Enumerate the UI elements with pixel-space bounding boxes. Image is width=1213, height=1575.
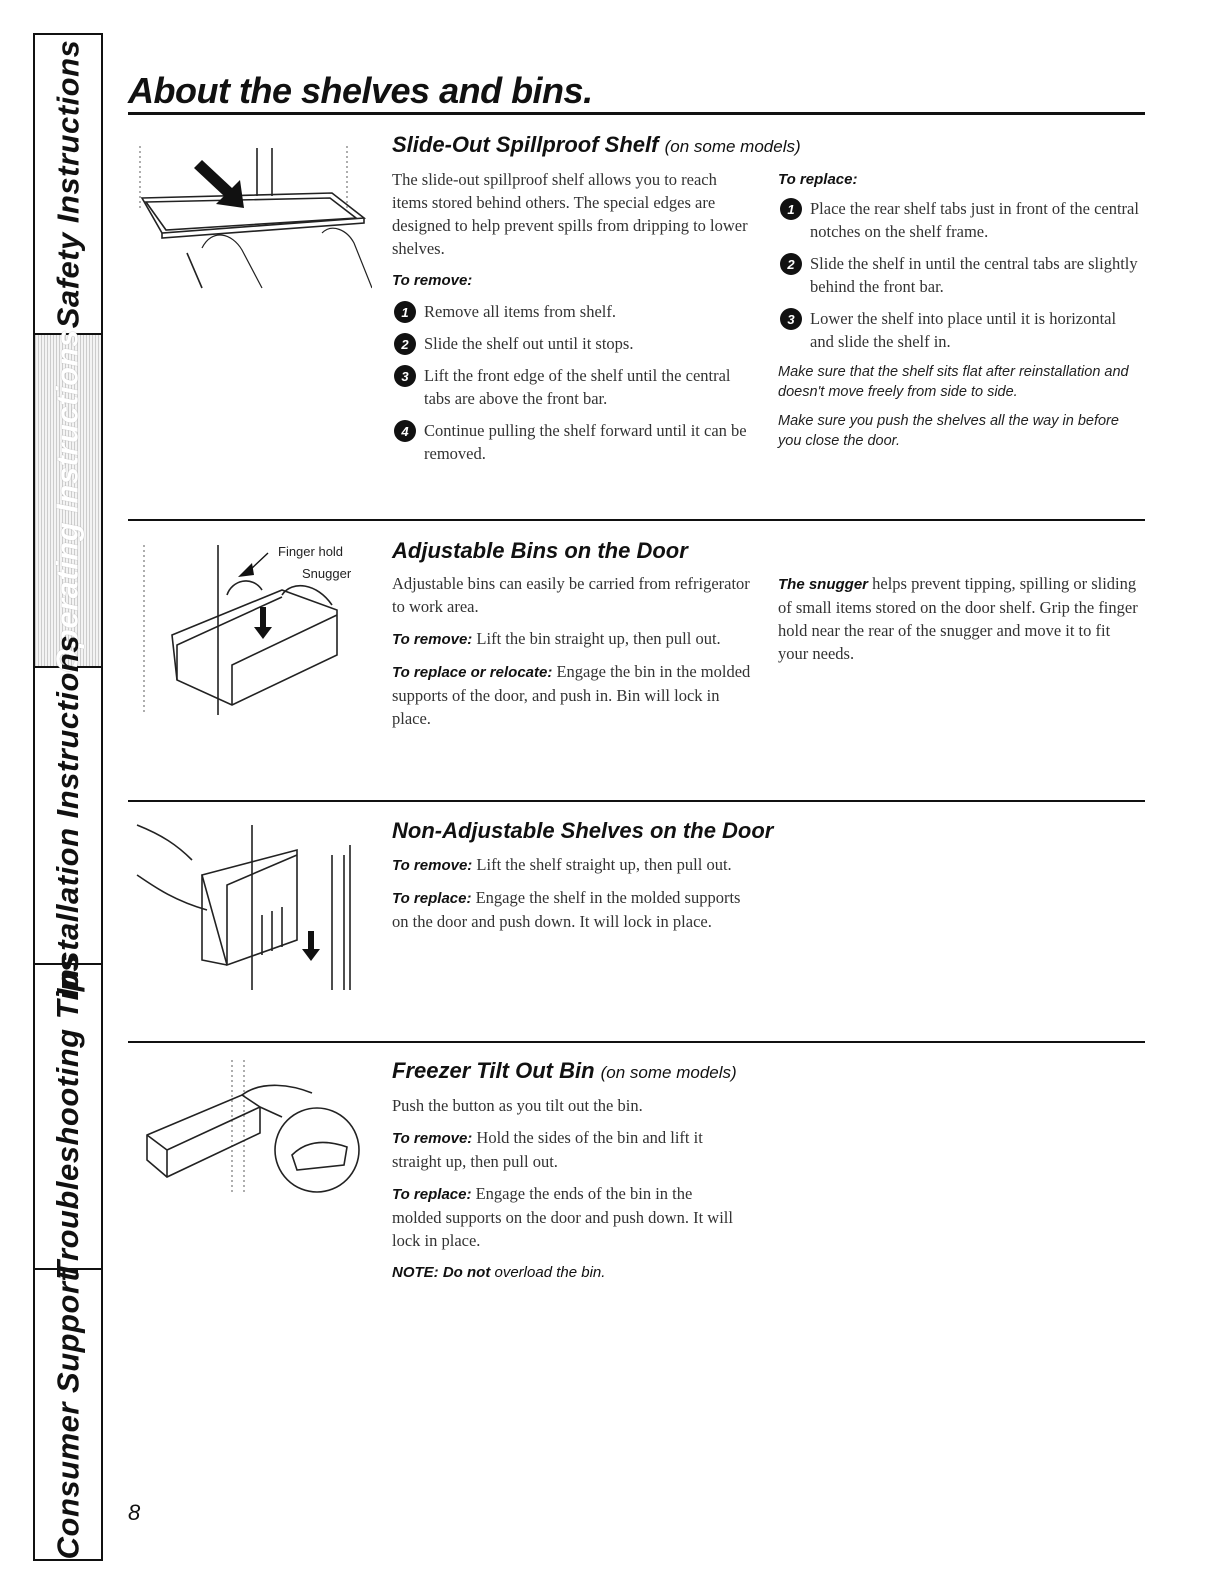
freezer-remove-label: To remove: <box>392 1130 473 1147</box>
nonadjustable-remove-text: Lift the shelf straight up, then pull out. <box>476 855 732 874</box>
callout-finger-hold: Finger hold <box>278 544 344 559</box>
tab-label: Operating Instructions <box>50 328 86 673</box>
tab-label: Safety Instructions <box>50 39 85 329</box>
freezer-note-text: overload the bin. <box>494 1264 606 1281</box>
step-number-badge: 1 <box>780 198 802 220</box>
nonadjustable-remove-label: To remove: <box>392 857 473 874</box>
adjustable-remove <box>392 627 757 651</box>
freezer-intro: Push the button as you tilt out the bin. <box>392 1096 643 1115</box>
freezer-replace-label: To replace: <box>392 1186 472 1203</box>
adjustable-replace-text: Engage the bin in the molded supports of the door, and push in. Bin will lock in place. <box>392 662 751 728</box>
page-number: 8 <box>128 1500 141 1525</box>
replace-step-3 <box>778 307 1143 353</box>
title-rule <box>128 112 1145 115</box>
callout-snugger: Snugger <box>302 566 352 581</box>
spillproof-heading <box>392 132 801 158</box>
freezer-replace-text: Engage the ends of the bin in the molded supports on the door and push down. It will lock in place. <box>392 1184 733 1250</box>
step-number-badge: 1 <box>394 301 416 323</box>
adjustable-heading: Adjustable Bins on the Door <box>392 538 688 563</box>
remove-step-2 <box>392 332 752 355</box>
remove-step-3 <box>392 364 752 410</box>
remove-step-4 <box>392 419 752 465</box>
spillproof-heading-sub: (on some models) <box>664 137 801 156</box>
nonadjustable-replace <box>392 886 757 933</box>
nonadjustable-shelf-illustration <box>132 815 372 995</box>
step-text: Slide the shelf in until the central tabs are slightly behind the front bar. <box>810 254 1138 296</box>
tab-label: Installation Instructions <box>50 634 85 997</box>
section-divider <box>128 800 1145 802</box>
snugger-label: The snugger <box>778 576 869 593</box>
freezer-tilt-bin-illustration <box>132 1055 372 1205</box>
spillproof-left-column <box>392 168 752 474</box>
nonadjustable-replace-text: Engage the shelf in the molded supports on the door and push down. It will lock in place. <box>392 888 741 931</box>
step-number-badge: 3 <box>780 308 802 330</box>
freezer-replace <box>392 1182 737 1252</box>
freezer-remove <box>392 1126 737 1173</box>
freezer-heading-sub: (on some models) <box>600 1063 737 1082</box>
section-divider <box>128 519 1145 521</box>
spillproof-note-flat: Make sure that the shelf sits flat after reinstallation and doesn't move freely from side to side. <box>778 364 1129 400</box>
tab-label: Troubleshooting Tips <box>50 953 85 1280</box>
step-text: Lower the shelf into place until it is horizontal and slide the shelf in. <box>810 309 1117 351</box>
spillproof-shelf-illustration <box>132 138 372 298</box>
tab-consumer-support[interactable] <box>35 1270 101 1559</box>
remove-step-1 <box>392 300 752 323</box>
adjustable-bin-illustration <box>132 535 372 725</box>
nonadjustable-replace-label: To replace: <box>392 890 472 907</box>
step-number-badge: 2 <box>394 333 416 355</box>
tab-operating-instructions[interactable] <box>35 328 101 673</box>
step-number-badge: 3 <box>394 365 416 387</box>
replace-step-1 <box>778 197 1143 243</box>
tab-safety-instructions[interactable] <box>35 35 101 335</box>
spillproof-replace-label: To replace: <box>778 171 858 188</box>
section-sidebar <box>33 33 103 1561</box>
freezer-heading <box>392 1058 737 1084</box>
adjustable-replace <box>392 660 757 730</box>
freezer-remove-text: Hold the sides of the bin and lift it straight up, then pull out. <box>392 1128 703 1171</box>
replace-step-2 <box>778 252 1143 298</box>
adjustable-remove-label: To remove: <box>392 631 473 648</box>
tab-label: Consumer Support <box>50 1270 86 1559</box>
freezer-note <box>392 1261 737 1284</box>
freezer-heading-text: Freezer Tilt Out Bin <box>392 1058 595 1083</box>
snugger-text: helps prevent tipping, spilling or sliding of small items stored on the door shelf. Grip the finger hold near the rear of the snugger and move it to fit your needs. <box>778 574 1138 663</box>
spillproof-right-column <box>778 168 1143 460</box>
spillproof-intro: The slide-out spillproof shelf allows you to reach items stored behind others. The special edges are designed to help prevent spills from dripping to lower shelves. <box>392 170 748 258</box>
tab-installation-instructions[interactable] <box>35 634 101 997</box>
adjustable-intro: Adjustable bins can easily be carried from refrigerator to work area. <box>392 574 750 616</box>
freezer-text <box>392 1094 737 1293</box>
step-text: Lift the front edge of the shelf until the central tabs are above the front bar. <box>424 366 731 408</box>
tab-troubleshooting-tips[interactable] <box>35 953 101 1280</box>
spillproof-remove-label: To remove: <box>392 272 473 289</box>
adjustable-replace-label: To replace or relocate: <box>392 664 553 681</box>
spillproof-heading-text: Slide-Out Spillproof Shelf <box>392 132 659 157</box>
step-text: Place the rear shelf tabs just in front of the central notches on the shelf frame. <box>810 199 1139 241</box>
adjustable-right-column <box>778 572 1143 674</box>
nonadjustable-remove <box>392 853 757 877</box>
step-number-badge: 2 <box>780 253 802 275</box>
step-number-badge: 4 <box>394 420 416 442</box>
step-text: Remove all items from shelf. <box>424 302 616 321</box>
page-title: About the shelves and bins. <box>128 70 593 111</box>
nonadjustable-heading: Non-Adjustable Shelves on the Door <box>392 818 774 843</box>
spillproof-note-push: Make sure you push the shelves all the way in before you close the door. <box>778 413 1119 449</box>
freezer-note-label: NOTE: Do not <box>392 1264 491 1281</box>
nonadjustable-text <box>392 853 757 942</box>
step-text: Continue pulling the shelf forward until it can be removed. <box>424 421 747 463</box>
snugger-description <box>778 572 1143 665</box>
section-divider <box>128 1041 1145 1043</box>
step-text: Slide the shelf out until it stops. <box>424 334 634 353</box>
adjustable-left-column <box>392 572 757 739</box>
adjustable-remove-text: Lift the bin straight up, then pull out. <box>476 629 721 648</box>
